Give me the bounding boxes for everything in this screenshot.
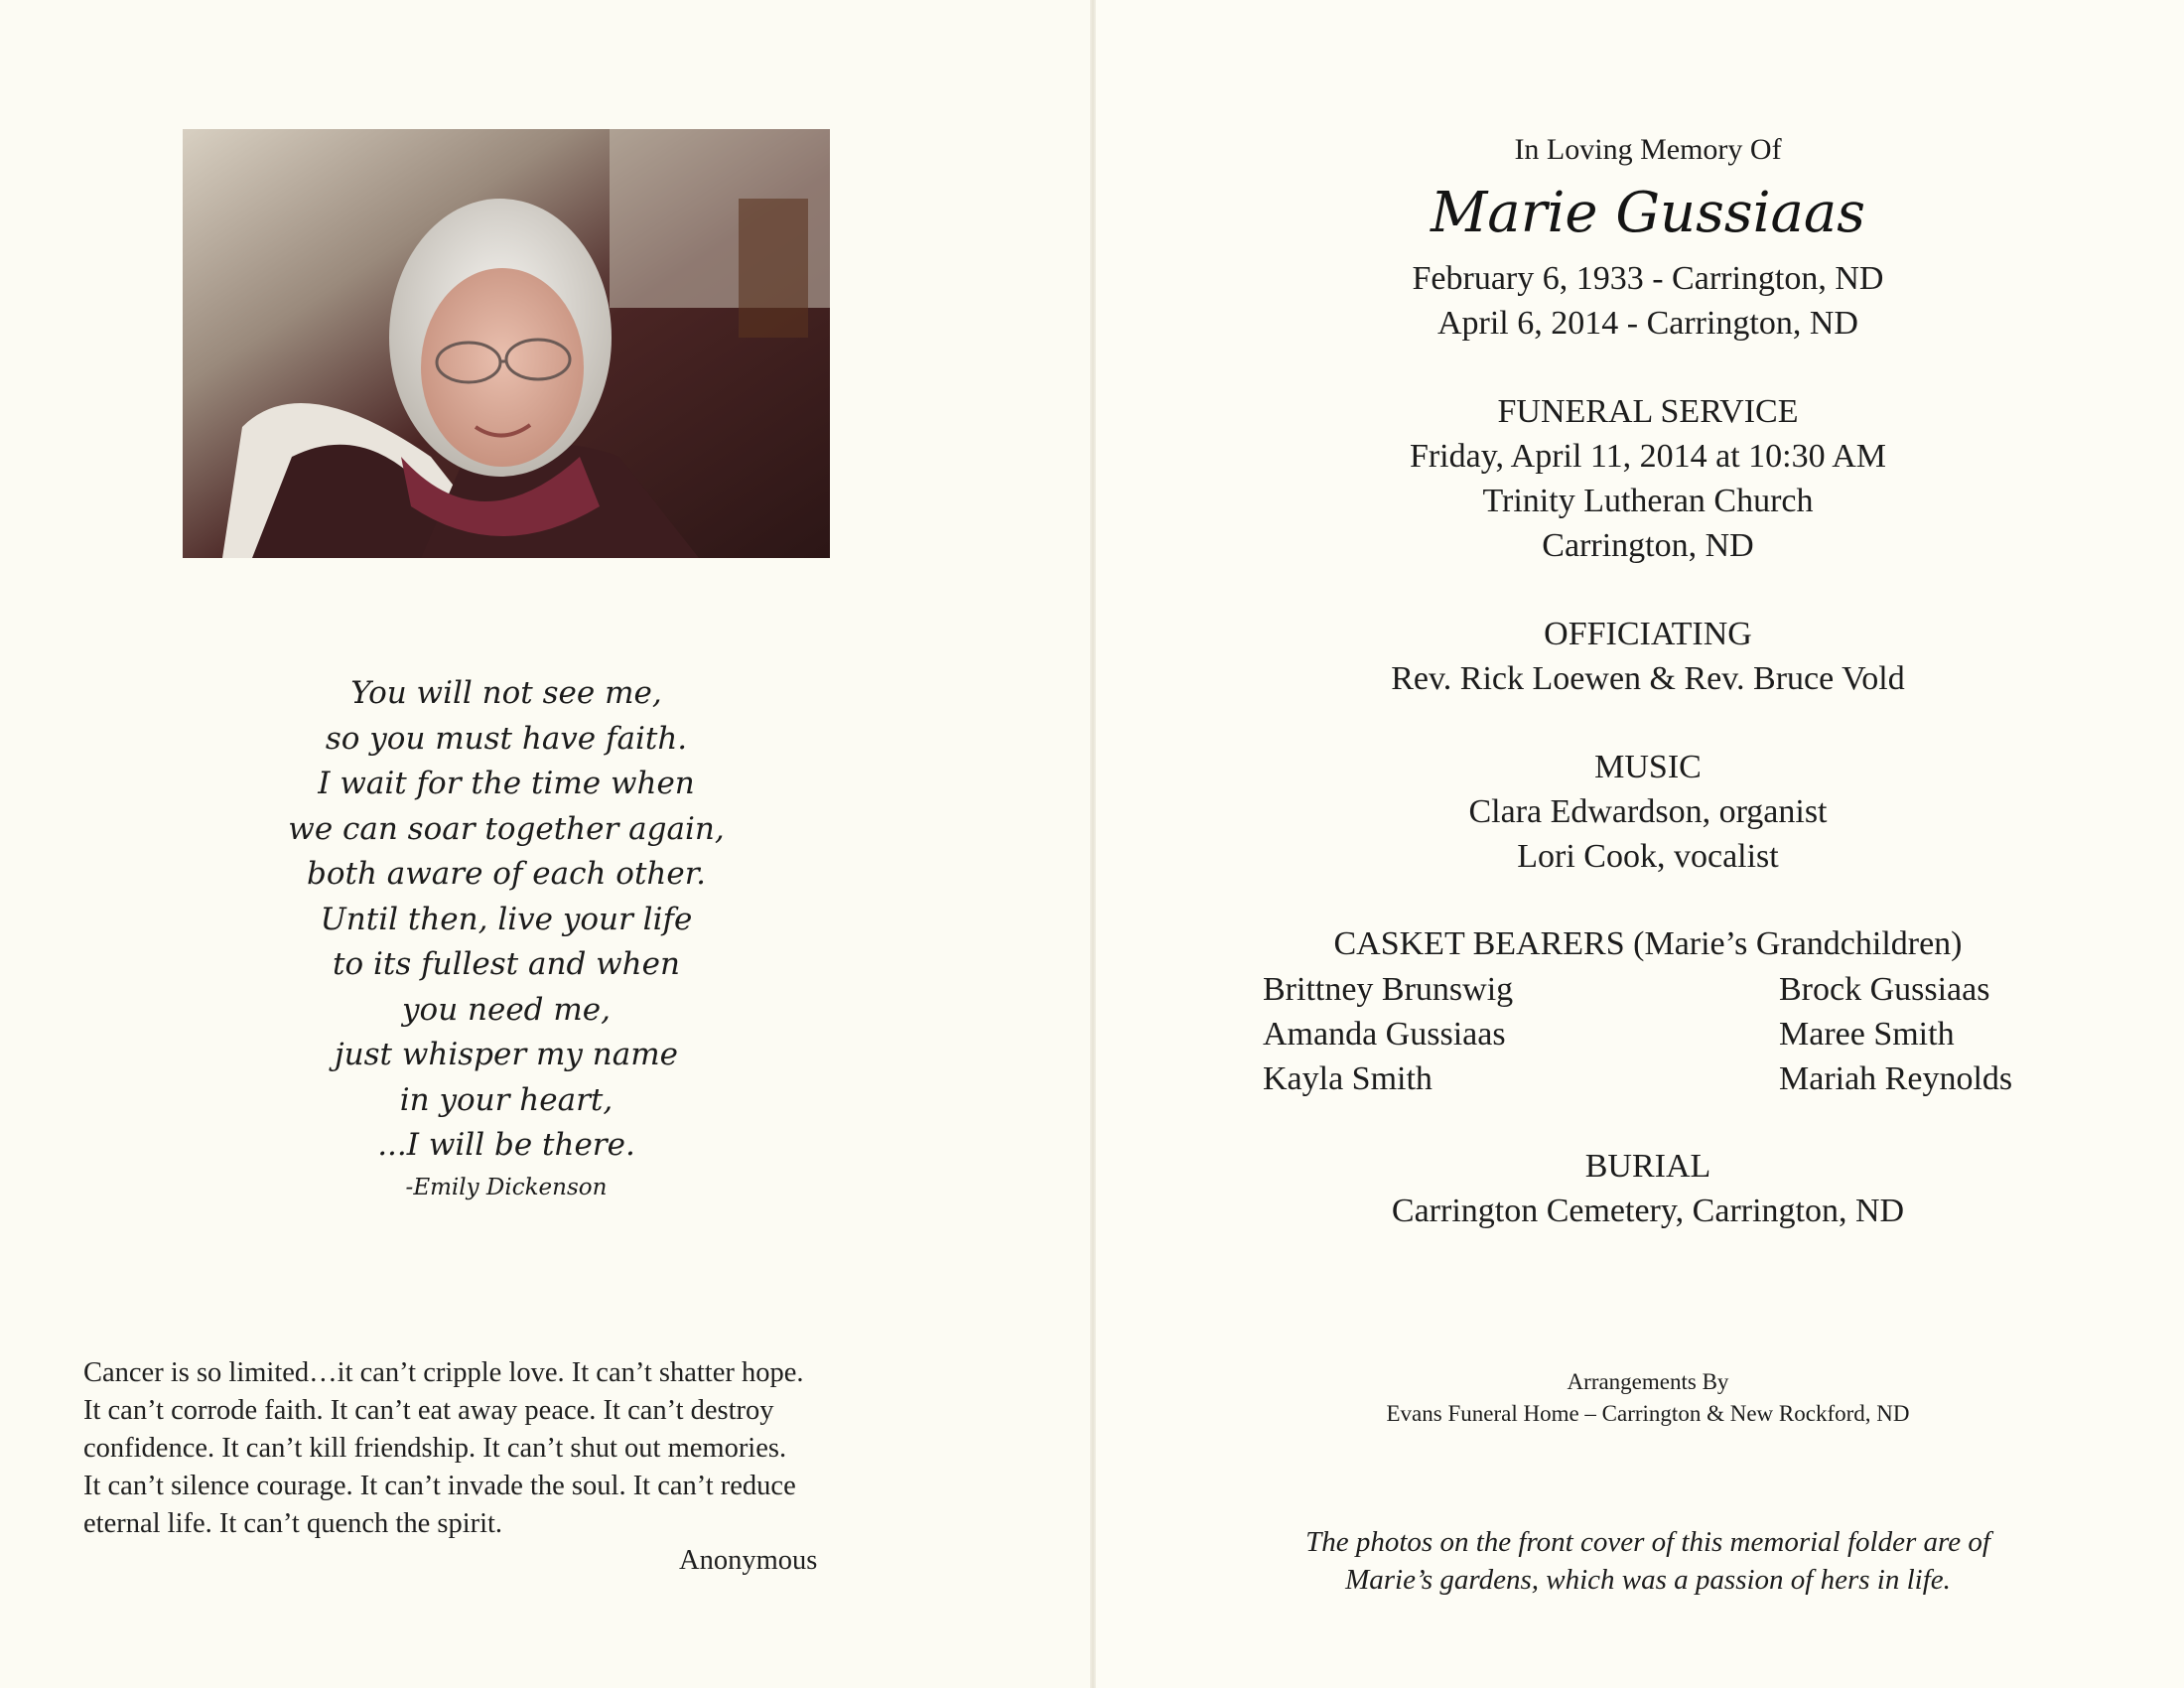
cancer-line: It can’t corrode faith. It can’t eat away peace. It can’t destroy (83, 1395, 774, 1426)
music-section (1251, 745, 2045, 879)
section-title: BURIAL (1584, 1148, 1711, 1185)
deceased-name: Marie Gussiaas (1430, 181, 1866, 245)
section-title: OFFICIATING (1544, 616, 1752, 652)
life-dates (1251, 256, 2045, 346)
poem-line: just whisper my name (335, 1037, 678, 1072)
bearer-name: Mariah Reynolds (1779, 1060, 2013, 1097)
arrangements-title: Arrangements By (1567, 1369, 1729, 1394)
funeral-service-section (1251, 389, 2045, 568)
bearer-name: Brittney Brunswig (1263, 971, 1514, 1008)
funeral-city: Carrington, ND (1542, 527, 1754, 564)
note-line: The photos on the front cover of this memorial folder are of (1305, 1526, 1990, 1558)
section-title: FUNERAL SERVICE (1497, 393, 1799, 430)
poem-line: to its fullest and when (333, 946, 680, 982)
poem-line: you need me, (402, 991, 611, 1028)
note-line: Marie’s gardens, which was a passion of hers in life. (1345, 1564, 1951, 1596)
poem-line: Until then, live your life (320, 901, 693, 937)
death-date: April 6, 2014 - Carrington, ND (1436, 305, 1858, 342)
bearers-column-1 (1263, 967, 1513, 1101)
bearers-column-2 (1779, 967, 2012, 1101)
portrait-illustration (183, 129, 830, 558)
poem-line: ...I will be there. (377, 1127, 635, 1163)
memorial-heading: In Loving Memory Of (1514, 133, 1782, 166)
bearer-name: Amanda Gussiaas (1263, 1016, 1506, 1053)
casket-bearers-title: CASKET BEARERS (Marie’s Grandchildren) (1333, 925, 1963, 962)
cover-photo-note (1251, 1523, 2045, 1599)
funeral-place: Trinity Lutheran Church (1482, 483, 1814, 519)
funeral-home: Evans Funeral Home – Carrington & New Rockford, ND (1386, 1401, 1910, 1426)
bearer-name: Maree Smith (1779, 1016, 1955, 1053)
cancer-line: eternal life. It can’t quench the spirit. (83, 1508, 503, 1539)
poem-line: so you must have faith. (325, 720, 688, 757)
cancer-line: It can’t silence courage. It can’t invade the soul. It can’t reduce (83, 1471, 796, 1501)
poem (189, 671, 824, 1204)
officiating-section (1251, 612, 2045, 701)
burial-section (1251, 1144, 2045, 1233)
poem-line: both aware of each other. (306, 856, 706, 892)
burial-place: Carrington Cemetery, Carrington, ND (1391, 1193, 1905, 1229)
cancer-line: Cancer is so limited…it can’t cripple love. It can’t shatter hope. (83, 1357, 804, 1388)
cancer-quote (83, 1354, 977, 1543)
bearer-name: Brock Gussiaas (1779, 971, 1990, 1008)
cancer-attribution: Anonymous (679, 1545, 818, 1576)
organist: Clara Edwardson, organist (1468, 793, 1828, 830)
poem-line: we can soar together again, (288, 810, 725, 847)
poem-author: -Emily Dickenson (405, 1174, 608, 1200)
bearer-name: Kayla Smith (1263, 1060, 1433, 1097)
section-title: MUSIC (1594, 749, 1702, 785)
arrangements (1251, 1366, 2045, 1430)
funeral-date: Friday, April 11, 2014 at 10:30 AM (1409, 438, 1887, 475)
poem-line: You will not see me, (350, 675, 662, 711)
poem-line: in your heart, (399, 1081, 614, 1118)
cancer-line: confidence. It can’t kill friendship. It can’t shut out memories. (83, 1433, 787, 1464)
poem-line: I wait for the time when (318, 766, 695, 801)
portrait-photo (183, 129, 830, 558)
vocalist: Lori Cook, vocalist (1517, 838, 1779, 875)
birth-date: February 6, 1933 - Carrington, ND (1412, 260, 1884, 297)
officiants: Rev. Rick Loewen & Rev. Bruce Vold (1391, 660, 1905, 697)
